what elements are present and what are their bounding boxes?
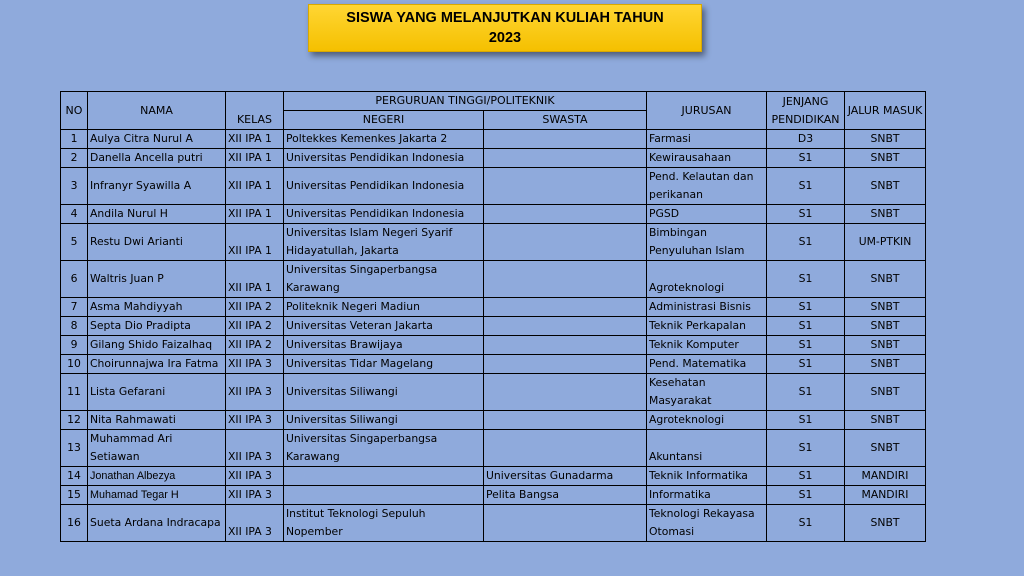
cell-swasta — [484, 261, 647, 298]
header-no: NO — [61, 92, 88, 130]
cell-negeri: Universitas Pendidikan Indonesia — [284, 149, 484, 168]
cell-nama: Danella Ancella putri — [88, 149, 226, 168]
cell-jurusan: Bimbingan Penyuluhan Islam — [647, 224, 767, 261]
cell-swasta: Pelita Bangsa — [484, 486, 647, 505]
cell-jalur: SNBT — [845, 317, 926, 336]
cell-no: 5 — [61, 224, 88, 261]
cell-jenjang: D3 — [767, 130, 845, 149]
cell-jalur: SNBT — [845, 355, 926, 374]
table-row — [61, 298, 926, 317]
cell-jurusan: Kewirausahaan — [647, 149, 767, 168]
table-row — [61, 205, 926, 224]
cell-jalur: SNBT — [845, 430, 926, 467]
cell-kelas: XII IPA 3 — [226, 374, 284, 411]
cell-kelas: XII IPA 1 — [226, 149, 284, 168]
cell-jenjang: S1 — [767, 336, 845, 355]
table-row — [61, 430, 926, 467]
table-row — [61, 168, 926, 205]
cell-jalur: UM-PTKIN — [845, 224, 926, 261]
table-row — [61, 355, 926, 374]
cell-negeri — [284, 467, 484, 486]
cell-jalur: SNBT — [845, 298, 926, 317]
cell-nama: Asma Mahdiyyah — [88, 298, 226, 317]
cell-swasta — [484, 430, 647, 467]
cell-nama: Waltris Juan P — [88, 261, 226, 298]
cell-negeri: Institut Teknologi Sepuluh Nopember — [284, 505, 484, 542]
cell-negeri — [284, 486, 484, 505]
cell-jenjang: S1 — [767, 430, 845, 467]
cell-nama: Aulya Citra Nurul A — [88, 130, 226, 149]
cell-kelas: XII IPA 3 — [226, 486, 284, 505]
cell-negeri: Universitas Pendidikan Indonesia — [284, 168, 484, 205]
cell-jalur: SNBT — [845, 149, 926, 168]
header-kelas: KELAS — [226, 92, 284, 130]
cell-nama: Nita Rahmawati — [88, 411, 226, 430]
cell-no: 11 — [61, 374, 88, 411]
cell-swasta — [484, 336, 647, 355]
cell-jenjang: S1 — [767, 411, 845, 430]
table-row — [61, 374, 926, 411]
cell-negeri: Universitas Islam Negeri Syarif Hidayatullah, Jakarta — [284, 224, 484, 261]
cell-swasta — [484, 298, 647, 317]
table-row — [61, 130, 926, 149]
table-row — [61, 505, 926, 542]
cell-jurusan: Teknik Perkapalan — [647, 317, 767, 336]
cell-jenjang: S1 — [767, 374, 845, 411]
cell-jurusan: Teknik Informatika — [647, 467, 767, 486]
table-row — [61, 411, 926, 430]
cell-jalur: SNBT — [845, 336, 926, 355]
cell-no: 1 — [61, 130, 88, 149]
cell-negeri: Poltekkes Kemenkes Jakarta 2 — [284, 130, 484, 149]
cell-jenjang: S1 — [767, 355, 845, 374]
header-negeri: NEGERI — [284, 111, 484, 130]
cell-no: 7 — [61, 298, 88, 317]
cell-jalur: SNBT — [845, 130, 926, 149]
cell-jenjang: S1 — [767, 149, 845, 168]
cell-kelas: XII IPA 1 — [226, 168, 284, 205]
cell-jenjang: S1 — [767, 168, 845, 205]
header-jalur: JALUR MASUK — [845, 92, 926, 130]
cell-nama: Septa Dio Pradipta — [88, 317, 226, 336]
cell-jurusan: Teknik Komputer — [647, 336, 767, 355]
cell-jurusan: Administrasi Bisnis — [647, 298, 767, 317]
cell-no: 6 — [61, 261, 88, 298]
cell-jalur: MANDIRI — [845, 467, 926, 486]
cell-jenjang: S1 — [767, 224, 845, 261]
cell-jurusan: Akuntansi — [647, 430, 767, 467]
cell-kelas: XII IPA 3 — [226, 505, 284, 542]
cell-jenjang: S1 — [767, 505, 845, 542]
cell-no: 12 — [61, 411, 88, 430]
cell-jurusan: Teknologi Rekayasa Otomasi — [647, 505, 767, 542]
cell-jalur: SNBT — [845, 505, 926, 542]
cell-nama: Restu Dwi Arianti — [88, 224, 226, 261]
cell-no: 16 — [61, 505, 88, 542]
cell-no: 14 — [61, 467, 88, 486]
cell-kelas: XII IPA 1 — [226, 224, 284, 261]
cell-kelas: XII IPA 3 — [226, 467, 284, 486]
cell-kelas: XII IPA 1 — [226, 261, 284, 298]
cell-nama: Jonathan Albezya — [88, 467, 226, 486]
cell-swasta — [484, 374, 647, 411]
cell-negeri: Universitas Siliwangi — [284, 411, 484, 430]
cell-kelas: XII IPA 1 — [226, 205, 284, 224]
cell-jurusan: Pend. Matematika — [647, 355, 767, 374]
cell-no: 3 — [61, 168, 88, 205]
cell-swasta — [484, 168, 647, 205]
cell-nama: Muhamad Tegar H — [88, 486, 226, 505]
table-row — [61, 224, 926, 261]
cell-no: 4 — [61, 205, 88, 224]
cell-jenjang: S1 — [767, 317, 845, 336]
header-jenjang: JENJANG PENDIDIKAN — [767, 92, 845, 130]
cell-swasta — [484, 149, 647, 168]
title-box — [308, 4, 702, 52]
cell-nama: Gilang Shido Faizalhaq — [88, 336, 226, 355]
cell-nama: Muhammad Ari Setiawan — [88, 430, 226, 467]
table-row — [61, 486, 926, 505]
cell-negeri: Universitas Veteran Jakarta — [284, 317, 484, 336]
cell-nama: Sueta Ardana Indracapa — [88, 505, 226, 542]
cell-kelas: XII IPA 3 — [226, 355, 284, 374]
cell-jenjang: S1 — [767, 205, 845, 224]
table-row — [61, 149, 926, 168]
cell-negeri: Universitas Tidar Magelang — [284, 355, 484, 374]
cell-swasta — [484, 355, 647, 374]
cell-jenjang: S1 — [767, 298, 845, 317]
cell-jalur: SNBT — [845, 261, 926, 298]
cell-jenjang: S1 — [767, 467, 845, 486]
cell-swasta: Universitas Gunadarma — [484, 467, 647, 486]
cell-jalur: SNBT — [845, 411, 926, 430]
cell-swasta — [484, 130, 647, 149]
cell-jurusan: Informatika — [647, 486, 767, 505]
cell-no: 8 — [61, 317, 88, 336]
cell-swasta — [484, 317, 647, 336]
cell-nama: Infranyr Syawilla A — [88, 168, 226, 205]
cell-no: 13 — [61, 430, 88, 467]
header-perguruan-tinggi: PERGURUAN TINGGI/POLITEKNIK — [284, 92, 647, 111]
table-row — [61, 261, 926, 298]
cell-negeri: Universitas Siliwangi — [284, 374, 484, 411]
cell-negeri: Politeknik Negeri Madiun — [284, 298, 484, 317]
cell-swasta — [484, 205, 647, 224]
cell-jalur: MANDIRI — [845, 486, 926, 505]
cell-kelas: XII IPA 3 — [226, 411, 284, 430]
cell-nama: Choirunnajwa Ira Fatma — [88, 355, 226, 374]
cell-jalur: SNBT — [845, 374, 926, 411]
cell-kelas: XII IPA 2 — [226, 336, 284, 355]
cell-negeri: Universitas Singaperbangsa Karawang — [284, 430, 484, 467]
page-title: SISWA YANG MELANJUTKAN KULIAH TAHUN 2023 — [346, 10, 664, 46]
cell-no: 2 — [61, 149, 88, 168]
header-row-1 — [61, 92, 926, 111]
header-nama: NAMA — [88, 92, 226, 130]
cell-jurusan: Agroteknologi — [647, 411, 767, 430]
cell-kelas: XII IPA 1 — [226, 130, 284, 149]
cell-swasta — [484, 411, 647, 430]
cell-jurusan: Kesehatan Masyarakat — [647, 374, 767, 411]
cell-jalur: SNBT — [845, 205, 926, 224]
header-jurusan: JURUSAN — [647, 92, 767, 130]
table-row — [61, 336, 926, 355]
student-table — [60, 91, 926, 542]
table-row — [61, 317, 926, 336]
cell-no: 9 — [61, 336, 88, 355]
header-swasta: SWASTA — [484, 111, 647, 130]
cell-swasta — [484, 224, 647, 261]
cell-kelas: XII IPA 2 — [226, 298, 284, 317]
cell-nama: Andila Nurul H — [88, 205, 226, 224]
cell-jenjang: S1 — [767, 486, 845, 505]
cell-no: 10 — [61, 355, 88, 374]
table-row — [61, 467, 926, 486]
cell-jurusan: Farmasi — [647, 130, 767, 149]
cell-jenjang: S1 — [767, 261, 845, 298]
cell-nama: Lista Gefarani — [88, 374, 226, 411]
cell-negeri: Universitas Brawijaya — [284, 336, 484, 355]
cell-jurusan: Pend. Kelautan dan perikanan — [647, 168, 767, 205]
cell-negeri: Universitas Singaperbangsa Karawang — [284, 261, 484, 298]
cell-jurusan: Agroteknologi — [647, 261, 767, 298]
cell-swasta — [484, 505, 647, 542]
cell-kelas: XII IPA 3 — [226, 430, 284, 467]
cell-kelas: XII IPA 2 — [226, 317, 284, 336]
cell-jalur: SNBT — [845, 168, 926, 205]
cell-no: 15 — [61, 486, 88, 505]
cell-jurusan: PGSD — [647, 205, 767, 224]
cell-negeri: Universitas Pendidikan Indonesia — [284, 205, 484, 224]
